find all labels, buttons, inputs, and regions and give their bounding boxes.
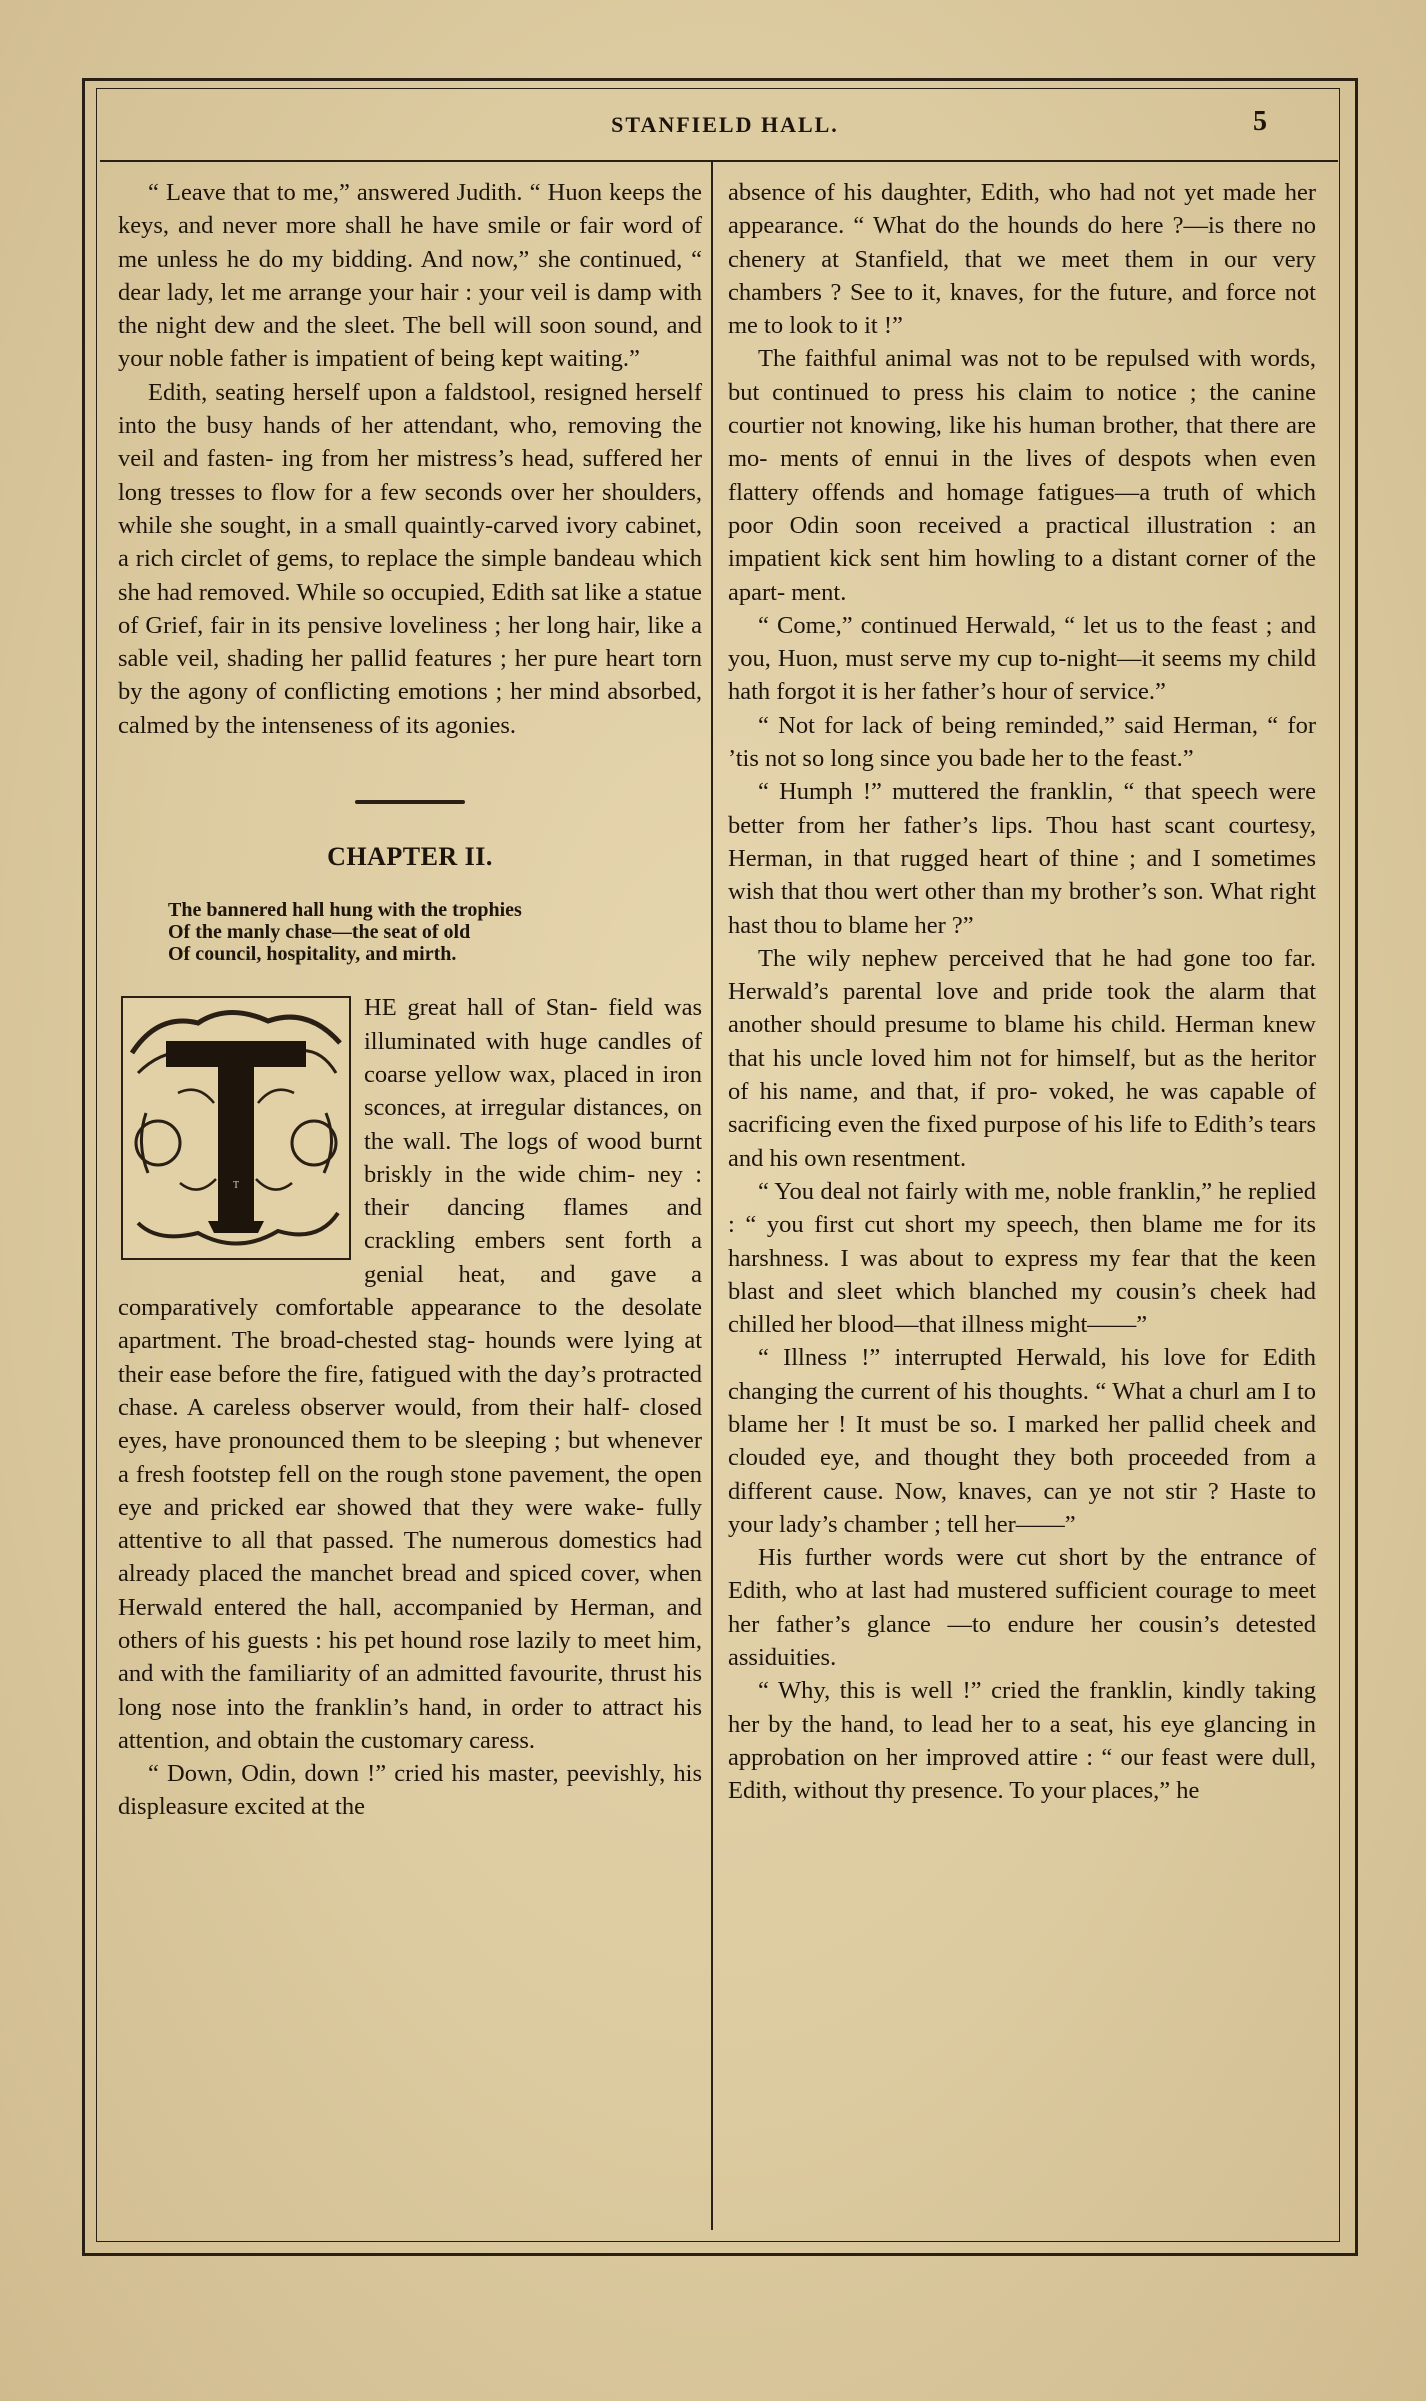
paragraph: “ Down, Odin, down !” cried his master, peevishly, his displeasure excited at the [118,1760,702,1821]
section-rule [355,800,465,804]
right-column [728,176,1316,1808]
epigraph-line: The bannered hall hung with the trophies [168,899,522,922]
epigraph-line: Of the manly chase—the seat of old [168,921,471,944]
epigraph-line: Of council, hospitality, and mirth. [168,943,457,966]
drop-cap-letter: T [232,1180,240,1192]
paragraph: “ Why, this is well !” cried the franklin, kindly taking her by the hand, to lead her to a seat, his eye glancing in approbation on her improved attire : “ our feast were dull, Edith, without thy presence. To your places,” he [728,1677,1316,1805]
left-column [118,176,702,1824]
paragraph: HE great hall of Stan- field was illuminated with huge candles of coarse yellow wax, placed in iron sconces, at irregular distances, on the wall. The logs of wood burnt briskly in the wide chim- ney : their dancing flames and crackling embers sent forth a genial heat, and gave a comparatively comfortable appearance to the desolate apartment. The broad-chested stag- hounds were lying at their ease before the fire, fatigued with the day’s protracted chase. A careless observer would, from their half- closed eyes, have pronounced them to be sleeping ; but whenever a fresh footstep fell on the rough stone pavement, the open eye and pricked ear showed that they were wake- fully attentive to all that passed. The numerous domestics had already placed the manchet bread and spiced cover, when Herwald entered the hall, accompanied by Herman, and others of his guests : his pet hound rose lazily to meet him, and with the familiarity of an admitted favourite, thrust his long nose into the franklin’s hand, in order to attract his attention, and obtain the customary caress. [118,994,702,1754]
running-title: STANFIELD HALL. [611,112,839,137]
chapter-heading: CHAPTER II. [327,842,493,872]
drop-cap-ornament-icon [118,993,354,1263]
paragraph: “ Illness !” interrupted Herwald, his love for Edith changing the current of his thoughts. “ What a churl am I to blame her ! It must be so. I marked her pallid cheek and clouded eye, and thought they both proceeded from a different cause. Now, knaves, can ye not stir ? Haste to your lady’s chamber ; tell her——” [728,1344,1316,1538]
paragraph: absence of his daughter, Edith, who had not yet made her appearance. “ What do the hounds do here ?—is there no chenery at Stanfield, that we meet them in our very chambers ? See to it, knaves, for the future, and force not me to look to it !” [728,179,1316,340]
paragraph: “ Humph !” muttered the franklin, “ that speech were better from her father’s lips. Thou hast scant courtesy, Herman, in that rugged heart of thine ; and I sometimes wish that thou wert other than my brother’s son. What right hast thou to blame her ?” [728,778,1316,939]
ornamental-drop-cap [118,993,354,1263]
paragraph: “ You deal not fairly with me, noble franklin,” he replied : “ you first cut short my speech, then blame me for its harshness. I was about to express my fear that the keen blast and sleet which blanched my cousin’s cheek had chilled her blood—that illness might——” [728,1177,1316,1339]
column-divider [711,162,713,2230]
page-number: 5 [1253,106,1267,137]
paragraph: The wily nephew perceived that he had gone too far. Herwald’s parental love and pride took the alarm that another should presume to blame his child. Herman knew that his uncle loved him not for himself, but as the heritor of his name, and that, if pro- voked, he was capable of sacrificing even the fixed purpose of his life to Edith’s tears and his own resentment. [728,944,1316,1172]
paragraph: “ Not for lack of being reminded,” said Herman, “ for ’tis not so long since you bade her to the feast.” [728,711,1316,773]
paragraph: Edith, seating herself upon a faldstool, resigned herself into the busy hands of her attendant, who, removing the veil and fasten- ing from her mistress’s head, suffered her long tresses to flow for a few seconds over her shoulders, while she sought, in a small quaintly-carved ivory cabinet, a rich circlet of gems, to replace the simple bandeau which she had removed. While so occupied, Edith sat like a statue of Grief, fair in its pensive loveliness ; her long hair, like a sable veil, shading her pallid features ; her pure heart torn by the agony of conflicting emotions ; her mind absorbed, calmed by the intenseness of its agonies. [118,378,702,739]
epigraph [168,899,702,965]
paragraph: The faithful animal was not to be repulsed with words, but continued to press his claim to notice ; the canine courtier not knowing, like his human brother, that there are mo- ments of ennui in the lives of despots when even flattery offends and homage fatigues—a truth of which poor Odin soon received a practical illustration : an impatient kick sent him howling to a distant corner of the apart- ment. [728,345,1316,606]
paragraph: His further words were cut short by the entrance of Edith, who at last had mustered sufficient courage to meet her father’s glance —to endure her cousin’s detested assiduities. [728,1544,1316,1672]
paragraph: “ Leave that to me,” answered Judith. “ Huon keeps the keys, and never more shall he have smile or fair word of me unless he do my bidding. And now,” she continued, “ dear lady, let me arrange your hair : your veil is damp with the night dew and the sleet. The bell will soon sound, and your noble father is impatient of being kept waiting.” [118,179,702,373]
paragraph: “ Come,” continued Herwald, “ let us to the feast ; and you, Huon, must serve my cup to-night—it seems my child hath forgot it is her father’s hour of service.” [728,611,1316,706]
